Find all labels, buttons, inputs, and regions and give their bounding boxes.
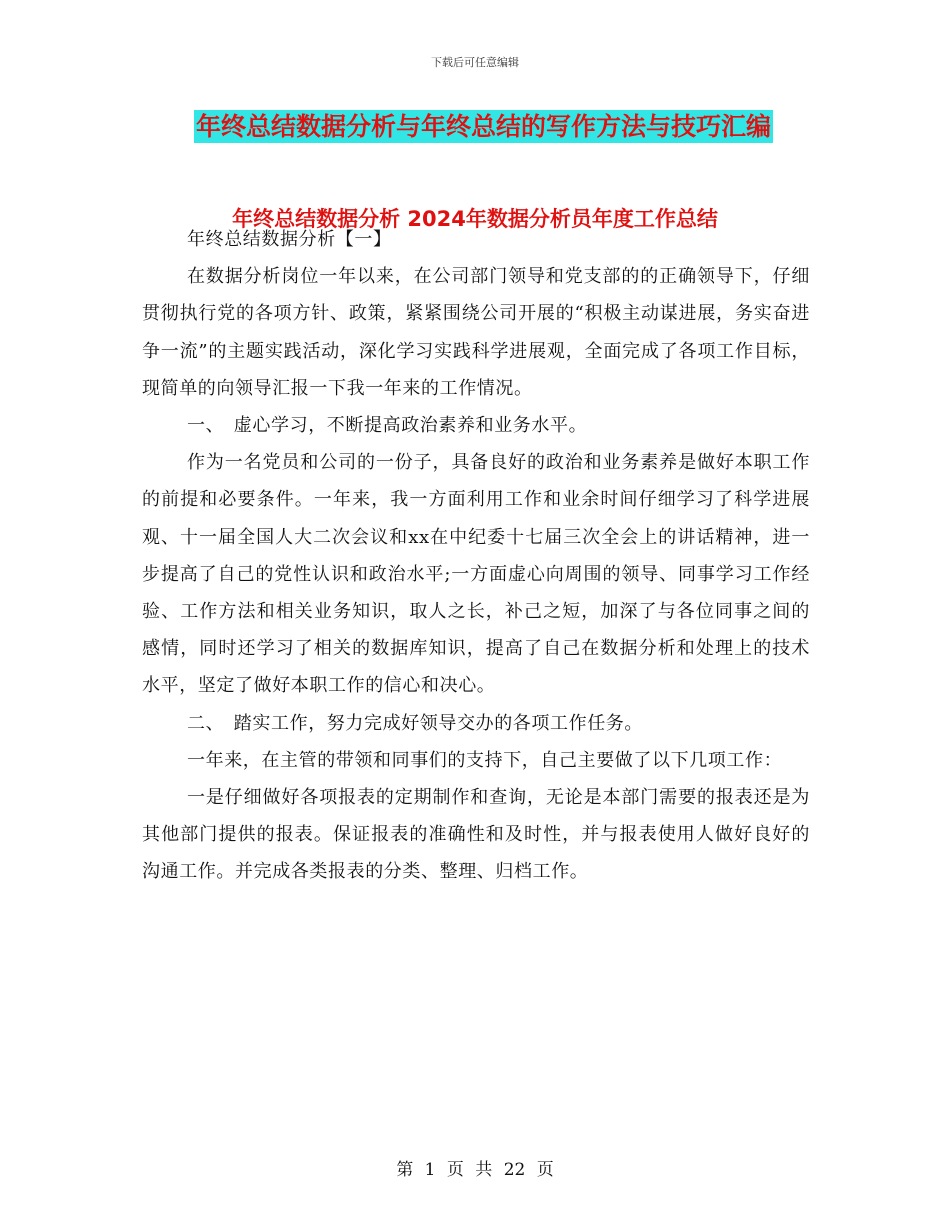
paragraph: 一是仔细做好各项报表的定期制作和查询，无论是本部门需要的报表还是为其他部门提供的报表。保证报表的准确性和及时性，并与报表使用人做好良好的沟通工作。并完成各类报表的分类、整理、归档工作。 bbox=[142, 787, 810, 883]
section-title: 年终总结数据分析 2024年数据分析员年度工作总结 bbox=[232, 207, 718, 231]
paragraph: 一年来，在主管的带领和同事们的支持下，自己主要做了以下几项工作： bbox=[187, 749, 783, 771]
paragraph: 在数据分析岗位一年以来，在公司部门领导和党支部的的正确领导下，仔细贯彻执行党的各项方针、政策，紧紧围绕公司开展的“积极主动谋进展，务实奋进争一流”的主题实践活动，深化学习实践科学进展观，全面完成了各项工作目标，现简单的向领导汇报一下我一年来的工作情况。 bbox=[142, 266, 810, 399]
body-text bbox=[142, 221, 810, 891]
paragraph-heading: 年终总结数据分析【一】 bbox=[187, 229, 392, 250]
paragraph-heading: 二、 踏实工作，努力完成好领导交办的各项工作任务。 bbox=[187, 712, 643, 734]
page-number: 第 1 页 共 22 页 bbox=[396, 1160, 554, 1180]
paragraph-heading: 一、 虚心学习，不断提高政治素养和业务水平。 bbox=[187, 415, 588, 437]
paragraph: 作为一名党员和公司的一份子，具备良好的政治和业务素养是做好本职工作的前提和必要条件。一年来，我一方面利用工作和业余时间仔细学习了科学进展观、十一届全国人大二次会议和xx在中纪委十七届三次全会上的讲话精神，进一步提高了自己的党性认识和政治水平;一方面虚心向周围的领导、同事学习工作经验、工作方法和相关业务知识，取人之长，补己之短，加深了与各位同事之间的感情，同时还学习了相关的数据库知识，提高了自己在数据分析和处理上的技术水平，坚定了做好本职工作的信心和决心。 bbox=[142, 452, 810, 697]
header-note: 下载后可任意编辑 bbox=[431, 56, 519, 69]
document-title: 年终总结数据分析与年终总结的写作方法与技巧汇编 bbox=[196, 112, 772, 141]
